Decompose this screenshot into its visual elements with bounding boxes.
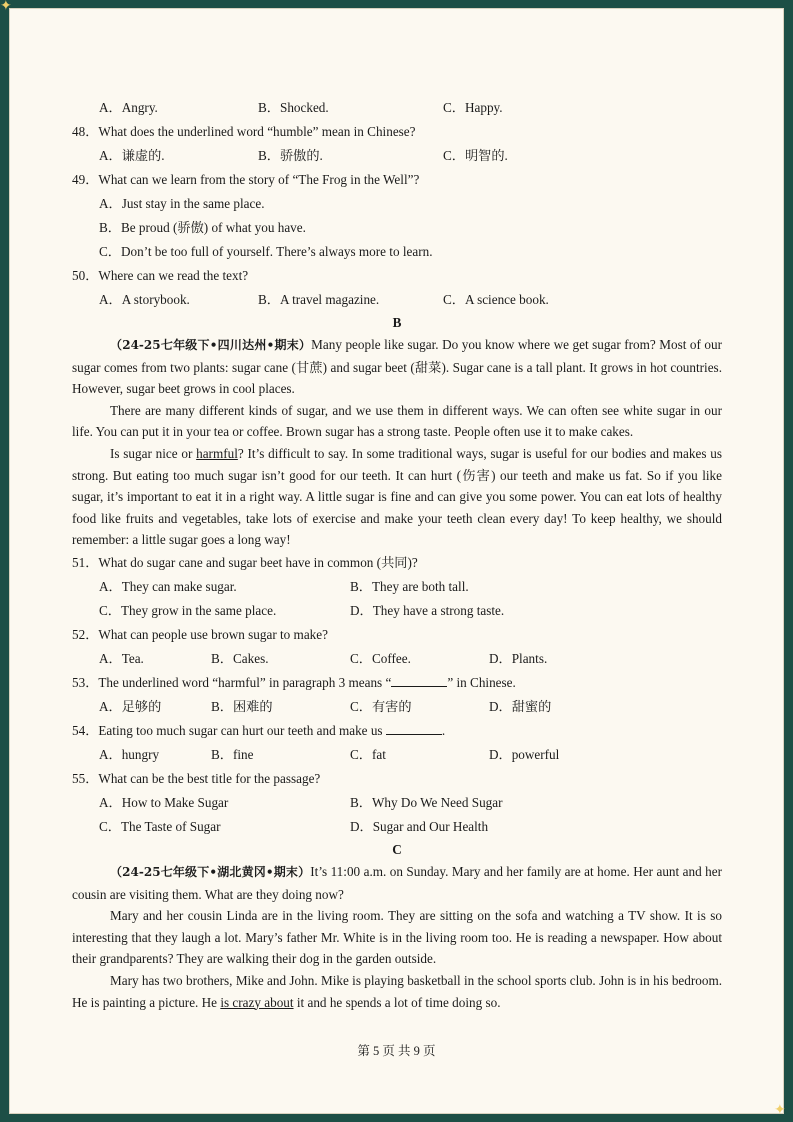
question-stem: 51．What do sugar cane and sugar beet have in common (共同)? [72, 554, 418, 570]
passage-paragraph [72, 861, 722, 905]
question-stem: 52．What can people use brown sugar to make? [72, 626, 328, 642]
answer-blank [386, 722, 442, 735]
q51-options [72, 599, 722, 623]
section-heading: B [392, 315, 402, 330]
option: D．甜蜜的 [489, 698, 552, 714]
option: B．Cakes. [211, 650, 269, 666]
section-heading: C [392, 841, 402, 857]
underlined-word: harmful [196, 445, 238, 461]
q47-options [72, 96, 722, 120]
stem-text: . [441, 722, 446, 738]
corner-star-icon: ✦ [774, 1103, 786, 1118]
q53-options [72, 695, 722, 719]
option: C．明智的. [443, 148, 508, 163]
q55-options [72, 815, 722, 839]
option: A．How to Make Sugar [99, 794, 229, 810]
source-tag: （24-25七年级下•湖北黄冈•期末） [110, 864, 311, 879]
option: A．Just stay in the same place. [99, 196, 265, 211]
option: B．fine [211, 746, 254, 762]
paragraph-text: Mary has two brothers, Mike and John. Mike is playing basketball in the school sports club. John is in his bedroom. He is painting a picture. He [72, 972, 722, 1010]
passage-paragraph: Mary and her cousin Linda are in the living room. They are sitting on the sofa and watching a TV show. It is so interesting that they laugh a lot. Mary’s father Mr. White is in the living room too. He is reading a newspaper. How about their grandparents? They are walking their dog in the garden outside. [72, 908, 722, 967]
exam-content [72, 96, 722, 1013]
option: D．They have a strong taste. [350, 602, 505, 618]
option: A．足够的 [99, 698, 162, 714]
q48-options [72, 144, 722, 168]
option: C．The Taste of Sugar [99, 818, 221, 834]
option: A．Tea. [99, 650, 144, 666]
option: C．A science book. [443, 292, 549, 307]
option: A．They can make sugar. [99, 578, 237, 594]
option: C．Happy. [443, 100, 503, 115]
paragraph-text: Is sugar nice or [110, 445, 197, 461]
question-stem: 50．Where can we read the text? [72, 268, 249, 283]
question-stem: 49．What can we learn from the story of “The Frog in the Well”? [72, 172, 420, 187]
q52-options [72, 647, 722, 671]
page-number: 第 5 页 共 9 页 [357, 1044, 436, 1058]
question-stem [72, 671, 722, 695]
question-stem: 55．What can be the best title for the passage? [72, 770, 321, 786]
option: B．困难的 [211, 698, 273, 714]
option: B．骄傲的. [258, 148, 323, 163]
option: C．Don’t be too full of yourself. There’s always more to learn. [99, 244, 433, 259]
option: B．Be proud (骄傲) of what you have. [99, 220, 306, 235]
q51-options [72, 575, 722, 599]
paragraph-text: it and he spends a lot of time doing so. [293, 994, 501, 1010]
option: C．有害的 [350, 698, 412, 714]
option: D．Plants. [489, 650, 548, 666]
q55-options [72, 791, 722, 815]
q50-options [72, 288, 722, 312]
option: A．hungry [99, 746, 160, 762]
passage-paragraph [72, 443, 722, 551]
option: A．A storybook. [99, 292, 190, 307]
option: D．powerful [489, 746, 560, 762]
passage-paragraph [72, 334, 722, 400]
q54-options [72, 743, 722, 767]
passage-paragraph: There are many different kinds of sugar, and we use them in different ways. We can often see white sugar in our life. You can put it in your tea or coffee. Brown sugar has a strong taste. People often use it to make cakes. [72, 402, 722, 440]
stem-text: ” in Chinese. [447, 674, 516, 690]
option: C．Coffee. [350, 650, 411, 666]
option: C．fat [350, 746, 386, 762]
paragraph-text: Many people like sugar. Do you know where we get sugar from? Most of our sugar comes from two plants: sugar cane (甘蔗) and sugar beet (甜菜). Sugar cane is a tall plant. It grows in hot countries. However, sugar beet grows in cool places. [72, 337, 722, 397]
underlined-phrase: is crazy about [220, 994, 294, 1010]
option: B．A travel magazine. [258, 292, 380, 307]
option: B．Why Do We Need Sugar [350, 794, 503, 810]
option: A．Angry. [99, 100, 158, 115]
option: C．They grow in the same place. [99, 602, 277, 618]
question-stem: 48．What does the underlined word “humble” mean in Chinese? [72, 124, 416, 139]
paragraph-text: It’s 11:00 a.m. on Sunday. Mary and her family are at home. Her aunt and her cousin are visiting them. What are they doing now? [72, 863, 722, 902]
paragraph-text: ? It’s difficult to say. In some traditional ways, sugar is useful for our bodies and makes us strong. But eating too much sugar isn’t good for our teeth. It can hurt (伤害) our teeth and make us fat. So if you like sugar, it’s important to eat it in a right way. A little sugar is fine and can give you some power. You can eat lots of healthy food like fruits and vegetables, take lots of exercise and make your teeth clean every day! To keep healthy, we should remember: a little sugar goes a long way! [72, 445, 722, 548]
stem-text: 54．Eating too much sugar can hurt our teeth and make us [72, 722, 386, 738]
option: D．Sugar and Our Health [350, 818, 489, 834]
source-tag: （24-25七年级下•四川达州•期末） [110, 338, 312, 352]
stem-text: 53．The underlined word “harmful” in paragraph 3 means “ [72, 674, 392, 690]
question-stem [72, 719, 722, 743]
corner-star-icon: ✦ [0, 0, 12, 14]
option: B．They are both tall. [350, 578, 469, 594]
passage-paragraph [72, 970, 722, 1013]
option: A．谦虚的. [99, 148, 165, 163]
option: B．Shocked. [258, 100, 329, 115]
answer-blank [391, 674, 447, 687]
